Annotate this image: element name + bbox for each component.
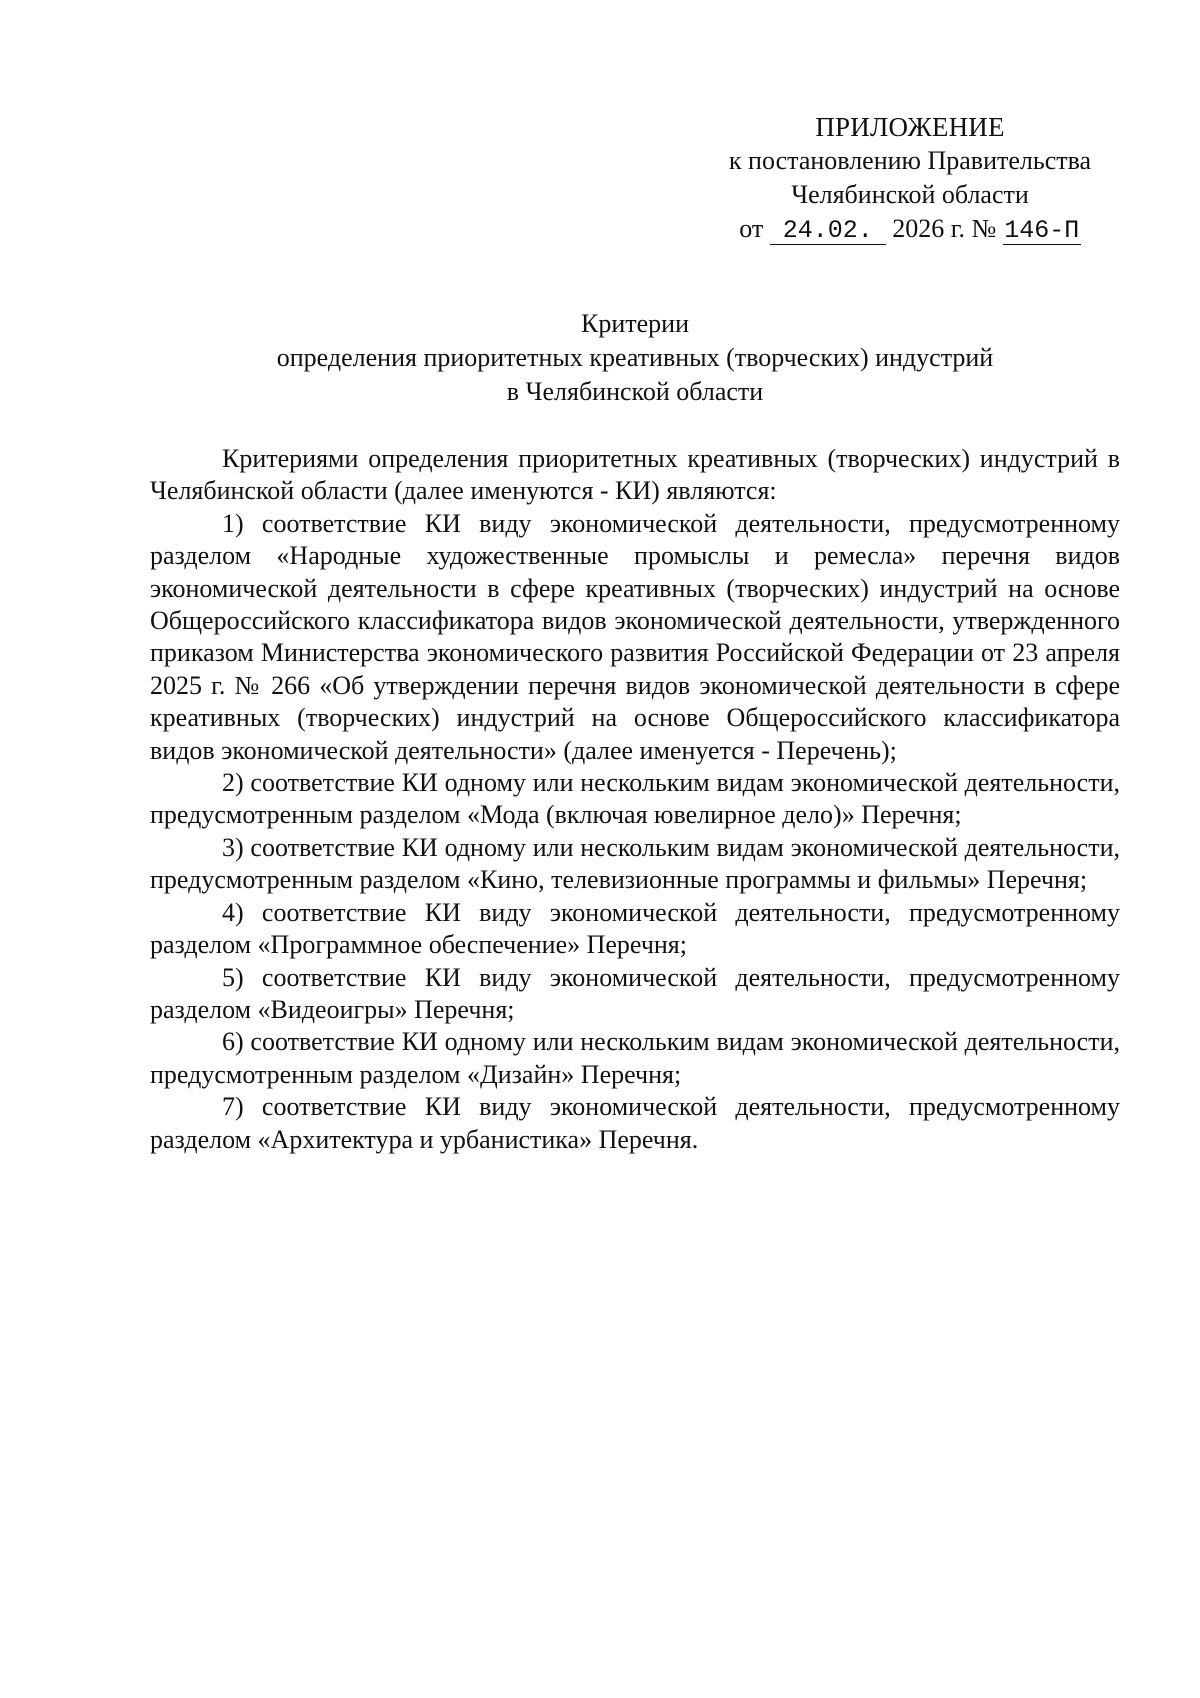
heading-line-1: Критерии	[581, 309, 689, 338]
document-number: 146-П	[1004, 216, 1080, 245]
appendix-line-1: к постановлению Правительства	[728, 146, 1092, 175]
date-value: 24.02.	[770, 218, 886, 245]
appendix-dateline	[700, 212, 1120, 246]
criterion-1: 1) соответствие КИ виду экономической деятельности, предусмотренному разделом «Народные художественные промыслы и ремесла» перечня видов экономической деятельности в сфере креативных (творческих) индустрий на основе Общероссийского классификатора видов экономической деятельности, утвержденного приказом Министерства экономического развития Российской Федерации от 23 апреля 2025 г. № 266 «Об утверждении перечня видов экономической деятельности в сфере креативных (творческих) индустрий на основе Общероссийского классификатора видов экономической деятельности» (далее именуется - Перечень);	[150, 508, 1120, 765]
appendix-block	[700, 110, 1120, 246]
appendix-line-2: Челябинской области	[791, 180, 1029, 209]
criterion-2: 2) соответствие КИ одному или нескольким видам экономической деятельности, предусмотренным разделом «Мода (включая ювелирное дело)» Перечня;	[150, 768, 1120, 830]
appendix-title: ПРИЛОЖЕНИЕ	[815, 112, 1005, 142]
document-body	[150, 443, 1120, 1156]
criterion-4: 4) соответствие КИ виду экономической деятельности, предусмотренному разделом «Программное обеспечение» Перечня;	[150, 897, 1120, 960]
intro-paragraph: Критериями определения приоритетных креативных (творческих) индустрий в Челябинской области (далее именуются - КИ) являются:	[150, 444, 1120, 506]
criterion-7: 7) соответствие КИ виду экономической деятельности, предусмотренному разделом «Архитектура и урбанистика» Перечня.	[150, 1092, 1120, 1154]
heading-line-2: определения приоритетных креативных (творческих) индустрий	[276, 343, 994, 372]
document-heading	[150, 307, 1120, 409]
criterion-3: 3) соответствие КИ одному или нескольким видам экономической деятельности, предусмотренным разделом «Кино, телевизионные программы и фильмы» Перечня;	[150, 832, 1120, 895]
date-prefix: от	[739, 214, 764, 243]
criterion-6: 6) соответствие КИ одному или нескольким видам экономической деятельности, предусмотренным разделом «Дизайн» Перечня;	[150, 1027, 1120, 1089]
date-year: 2026 г. №	[892, 214, 997, 243]
criterion-5: 5) соответствие КИ виду экономической деятельности, предусмотренному разделом «Видеоигры» Перечня;	[150, 962, 1120, 1024]
heading-line-3: в Челябинской области	[506, 377, 764, 406]
